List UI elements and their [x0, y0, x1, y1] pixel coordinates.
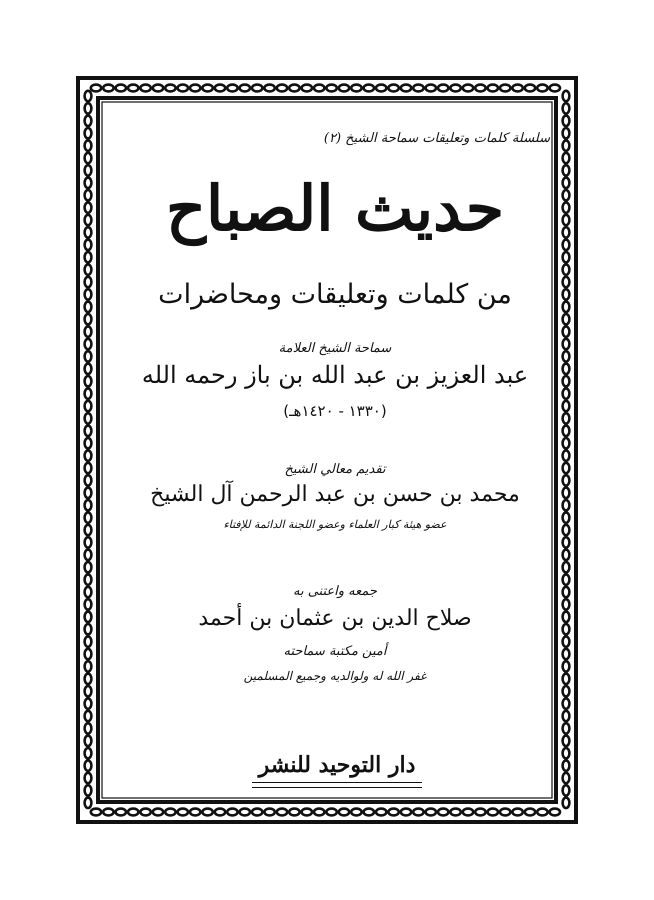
- chain-link-icon: [140, 85, 150, 92]
- chain-link-icon: [563, 636, 570, 646]
- chain-link-icon: [215, 85, 225, 92]
- chain-link-icon: [85, 438, 92, 448]
- introducer-role: عضو هيئة كبار العلماء وعضو اللجنة الدائمة للإفتاء: [223, 518, 447, 531]
- chain-link-icon: [563, 686, 570, 696]
- chain-link-icon: [85, 512, 92, 522]
- series-line: سلسلة كلمات وتعليقات سماحة الشيخ (٢): [323, 131, 550, 146]
- chain-link-icon: [376, 85, 386, 92]
- chain-link-icon: [85, 376, 92, 386]
- chain-link-icon: [438, 85, 448, 92]
- author-name: عبد العزيز بن عبد الله بن باز رحمه الله: [141, 361, 529, 389]
- chain-link-icon: [563, 550, 570, 560]
- chain-link-icon: [85, 227, 92, 237]
- editor-label: جمعه واعتنى به: [293, 584, 377, 599]
- chain-link-icon: [500, 809, 510, 816]
- chain-link-icon: [525, 809, 535, 816]
- chain-link-icon: [563, 128, 570, 138]
- chain-link-icon: [488, 85, 498, 92]
- chain-link-icon: [85, 649, 92, 659]
- chain-link-icon: [563, 165, 570, 175]
- chain-link-icon: [512, 809, 522, 816]
- chain-link-icon: [302, 809, 312, 816]
- chain-link-icon: [326, 809, 336, 816]
- author-label: سماحة الشيخ العلامة: [278, 341, 392, 356]
- chain-link-icon: [85, 674, 92, 684]
- chain-link-icon: [364, 85, 374, 92]
- chain-link-icon: [153, 809, 163, 816]
- chain-link-icon: [563, 289, 570, 299]
- chain-link-icon: [563, 798, 570, 808]
- chain-link-icon: [388, 809, 398, 816]
- chain-link-icon: [426, 85, 436, 92]
- chain-link-icon: [85, 760, 92, 770]
- chain-link-icon: [525, 85, 535, 92]
- chain-link-icon: [190, 85, 200, 92]
- chain-link-icon: [563, 103, 570, 113]
- chain-link-icon: [426, 809, 436, 816]
- chain-link-icon: [475, 809, 485, 816]
- chain-link-icon: [563, 760, 570, 770]
- author-dates: (١٣٣٠ - ١٤٢٠هـ): [283, 402, 387, 420]
- chain-link-icon: [85, 550, 92, 560]
- chain-link-icon: [85, 128, 92, 138]
- book-title: حديث الصباح: [165, 172, 505, 245]
- cover-content: [120, 120, 550, 800]
- chain-link-icon: [563, 500, 570, 510]
- publisher-logo: [252, 752, 422, 794]
- chain-link-icon: [240, 809, 250, 816]
- chain-link-icon: [563, 450, 570, 460]
- chain-link-icon: [85, 450, 92, 460]
- chain-link-icon: [563, 401, 570, 411]
- chain-link-icon: [85, 525, 92, 535]
- chain-link-icon: [401, 85, 411, 92]
- chain-link-icon: [85, 401, 92, 411]
- chain-link-icon: [563, 649, 570, 659]
- chain-link-icon: [314, 809, 324, 816]
- chain-link-icon: [563, 140, 570, 150]
- chain-link-icon: [463, 85, 473, 92]
- editor-name: صلاح الدين بن عثمان بن أحمد: [198, 606, 472, 631]
- chain-link-icon: [563, 785, 570, 795]
- chain-link-icon: [277, 85, 287, 92]
- chain-link-icon: [563, 773, 570, 783]
- chain-link-icon: [563, 178, 570, 188]
- chain-link-icon: [289, 809, 299, 816]
- publisher-rule-bottom: [252, 787, 422, 788]
- chain-link-icon: [512, 85, 522, 92]
- chain-link-icon: [277, 809, 287, 816]
- chain-link-icon: [85, 351, 92, 361]
- chain-link-icon: [116, 85, 126, 92]
- chain-link-icon: [339, 809, 349, 816]
- chain-link-icon: [103, 85, 113, 92]
- chain-link-icon: [85, 587, 92, 597]
- chain-link-icon: [85, 190, 92, 200]
- chain-link-icon: [563, 512, 570, 522]
- chain-link-icon: [450, 809, 460, 816]
- chain-link-icon: [550, 809, 560, 816]
- chain-link-icon: [339, 85, 349, 92]
- chain-link-icon: [563, 364, 570, 374]
- chain-link-icon: [85, 140, 92, 150]
- chain-link-icon: [401, 809, 411, 816]
- publisher-name: دار التوحيد للنشر: [258, 752, 416, 778]
- chain-link-icon: [563, 314, 570, 324]
- introducer-name: محمد بن حسن بن عبد الرحمن آل الشيخ: [150, 482, 520, 507]
- chain-link-icon: [85, 413, 92, 423]
- chain-link-icon: [178, 85, 188, 92]
- chain-link-icon: [85, 736, 92, 746]
- chain-link-icon: [227, 85, 237, 92]
- chain-link-icon: [128, 85, 138, 92]
- chain-link-icon: [85, 388, 92, 398]
- chain-link-icon: [563, 525, 570, 535]
- chain-link-icon: [85, 165, 92, 175]
- chain-link-icon: [537, 809, 547, 816]
- book-subtitle: من كلمات وتعليقات ومحاضرات: [158, 279, 512, 310]
- chain-link-icon: [85, 698, 92, 708]
- chain-link-icon: [85, 339, 92, 349]
- chain-link-icon: [85, 475, 92, 485]
- chain-link-icon: [215, 809, 225, 816]
- chain-link-icon: [563, 748, 570, 758]
- chain-link-icon: [550, 85, 560, 92]
- chain-link-icon: [563, 215, 570, 225]
- chain-link-icon: [563, 91, 570, 101]
- chain-link-icon: [563, 264, 570, 274]
- chain-link-icon: [252, 809, 262, 816]
- chain-link-icon: [85, 202, 92, 212]
- chain-link-icon: [563, 388, 570, 398]
- publisher-rule-top: [252, 782, 422, 783]
- chain-link-icon: [165, 85, 175, 92]
- chain-link-icon: [302, 85, 312, 92]
- chain-link-icon: [563, 252, 570, 262]
- chain-link-icon: [103, 809, 113, 816]
- chain-link-icon: [85, 612, 92, 622]
- chain-link-icon: [85, 537, 92, 547]
- chain-link-icon: [85, 302, 92, 312]
- chain-link-icon: [85, 426, 92, 436]
- chain-link-icon: [85, 748, 92, 758]
- chain-link-icon: [128, 809, 138, 816]
- chain-link-icon: [388, 85, 398, 92]
- chain-link-icon: [563, 227, 570, 237]
- chain-link-icon: [563, 612, 570, 622]
- chain-link-icon: [85, 686, 92, 696]
- chain-link-icon: [190, 809, 200, 816]
- chain-link-icon: [563, 277, 570, 287]
- chain-link-icon: [252, 85, 262, 92]
- chain-link-icon: [202, 809, 212, 816]
- chain-link-icon: [563, 302, 570, 312]
- chain-link-icon: [376, 809, 386, 816]
- chain-link-icon: [563, 240, 570, 250]
- chain-link-icon: [153, 85, 163, 92]
- chain-link-icon: [563, 351, 570, 361]
- chain-link-icon: [475, 85, 485, 92]
- chain-link-icon: [563, 326, 570, 336]
- chain-link-icon: [85, 723, 92, 733]
- chain-link-icon: [178, 809, 188, 816]
- chain-link-icon: [85, 252, 92, 262]
- chain-link-icon: [413, 85, 423, 92]
- chain-link-icon: [289, 85, 299, 92]
- introduction-label: تقديم معالي الشيخ: [284, 462, 386, 477]
- chain-link-icon: [326, 85, 336, 92]
- chain-link-icon: [85, 153, 92, 163]
- chain-link-icon: [264, 809, 274, 816]
- chain-link-icon: [85, 574, 92, 584]
- chain-link-icon: [314, 85, 324, 92]
- chain-link-icon: [202, 85, 212, 92]
- chain-link-icon: [85, 289, 92, 299]
- chain-link-icon: [563, 488, 570, 498]
- chain-link-icon: [85, 215, 92, 225]
- chain-link-icon: [563, 202, 570, 212]
- chain-link-icon: [563, 723, 570, 733]
- chain-link-icon: [91, 85, 101, 92]
- chain-link-icon: [563, 475, 570, 485]
- editor-prayer: غفر الله له ولوالديه وجميع المسلمين: [243, 669, 427, 683]
- chain-link-icon: [563, 153, 570, 163]
- chain-link-icon: [165, 809, 175, 816]
- chain-link-icon: [351, 85, 361, 92]
- chain-link-icon: [563, 463, 570, 473]
- chain-link-icon: [85, 326, 92, 336]
- chain-link-icon: [140, 809, 150, 816]
- chain-link-icon: [450, 85, 460, 92]
- chain-link-icon: [85, 500, 92, 510]
- chain-link-icon: [563, 624, 570, 634]
- chain-link-icon: [91, 809, 101, 816]
- chain-link-icon: [85, 364, 92, 374]
- chain-link-icon: [563, 426, 570, 436]
- chain-link-icon: [85, 116, 92, 126]
- chain-link-icon: [563, 116, 570, 126]
- chain-link-icon: [563, 674, 570, 684]
- chain-link-icon: [85, 785, 92, 795]
- chain-link-icon: [85, 661, 92, 671]
- chain-link-icon: [240, 85, 250, 92]
- chain-link-icon: [563, 339, 570, 349]
- chain-link-icon: [438, 809, 448, 816]
- chain-link-icon: [563, 537, 570, 547]
- chain-link-icon: [463, 809, 473, 816]
- chain-link-icon: [563, 711, 570, 721]
- chain-link-icon: [85, 488, 92, 498]
- chain-link-icon: [85, 773, 92, 783]
- chain-link-icon: [563, 698, 570, 708]
- chain-link-icon: [85, 240, 92, 250]
- chain-link-icon: [85, 277, 92, 287]
- chain-link-icon: [364, 809, 374, 816]
- chain-link-icon: [85, 624, 92, 634]
- chain-link-icon: [85, 798, 92, 808]
- chain-link-icon: [85, 91, 92, 101]
- chain-link-icon: [500, 85, 510, 92]
- chain-link-icon: [85, 314, 92, 324]
- chain-link-icon: [563, 376, 570, 386]
- chain-link-icon: [563, 661, 570, 671]
- chain-link-icon: [116, 809, 126, 816]
- chain-link-icon: [563, 562, 570, 572]
- chain-link-icon: [563, 438, 570, 448]
- chain-link-icon: [351, 809, 361, 816]
- chain-link-icon: [537, 85, 547, 92]
- editor-role: أمين مكتبة سماحته: [283, 644, 387, 659]
- chain-link-icon: [563, 599, 570, 609]
- chain-link-icon: [563, 574, 570, 584]
- chain-link-icon: [85, 562, 92, 572]
- chain-link-icon: [563, 587, 570, 597]
- chain-link-icon: [85, 103, 92, 113]
- chain-link-icon: [413, 809, 423, 816]
- chain-link-icon: [85, 264, 92, 274]
- chain-link-icon: [85, 178, 92, 188]
- chain-link-icon: [488, 809, 498, 816]
- chain-link-icon: [85, 711, 92, 721]
- chain-link-icon: [563, 413, 570, 423]
- chain-link-icon: [563, 736, 570, 746]
- chain-link-icon: [85, 599, 92, 609]
- chain-link-icon: [227, 809, 237, 816]
- chain-link-icon: [563, 190, 570, 200]
- chain-link-icon: [264, 85, 274, 92]
- chain-link-icon: [85, 636, 92, 646]
- chain-link-icon: [85, 463, 92, 473]
